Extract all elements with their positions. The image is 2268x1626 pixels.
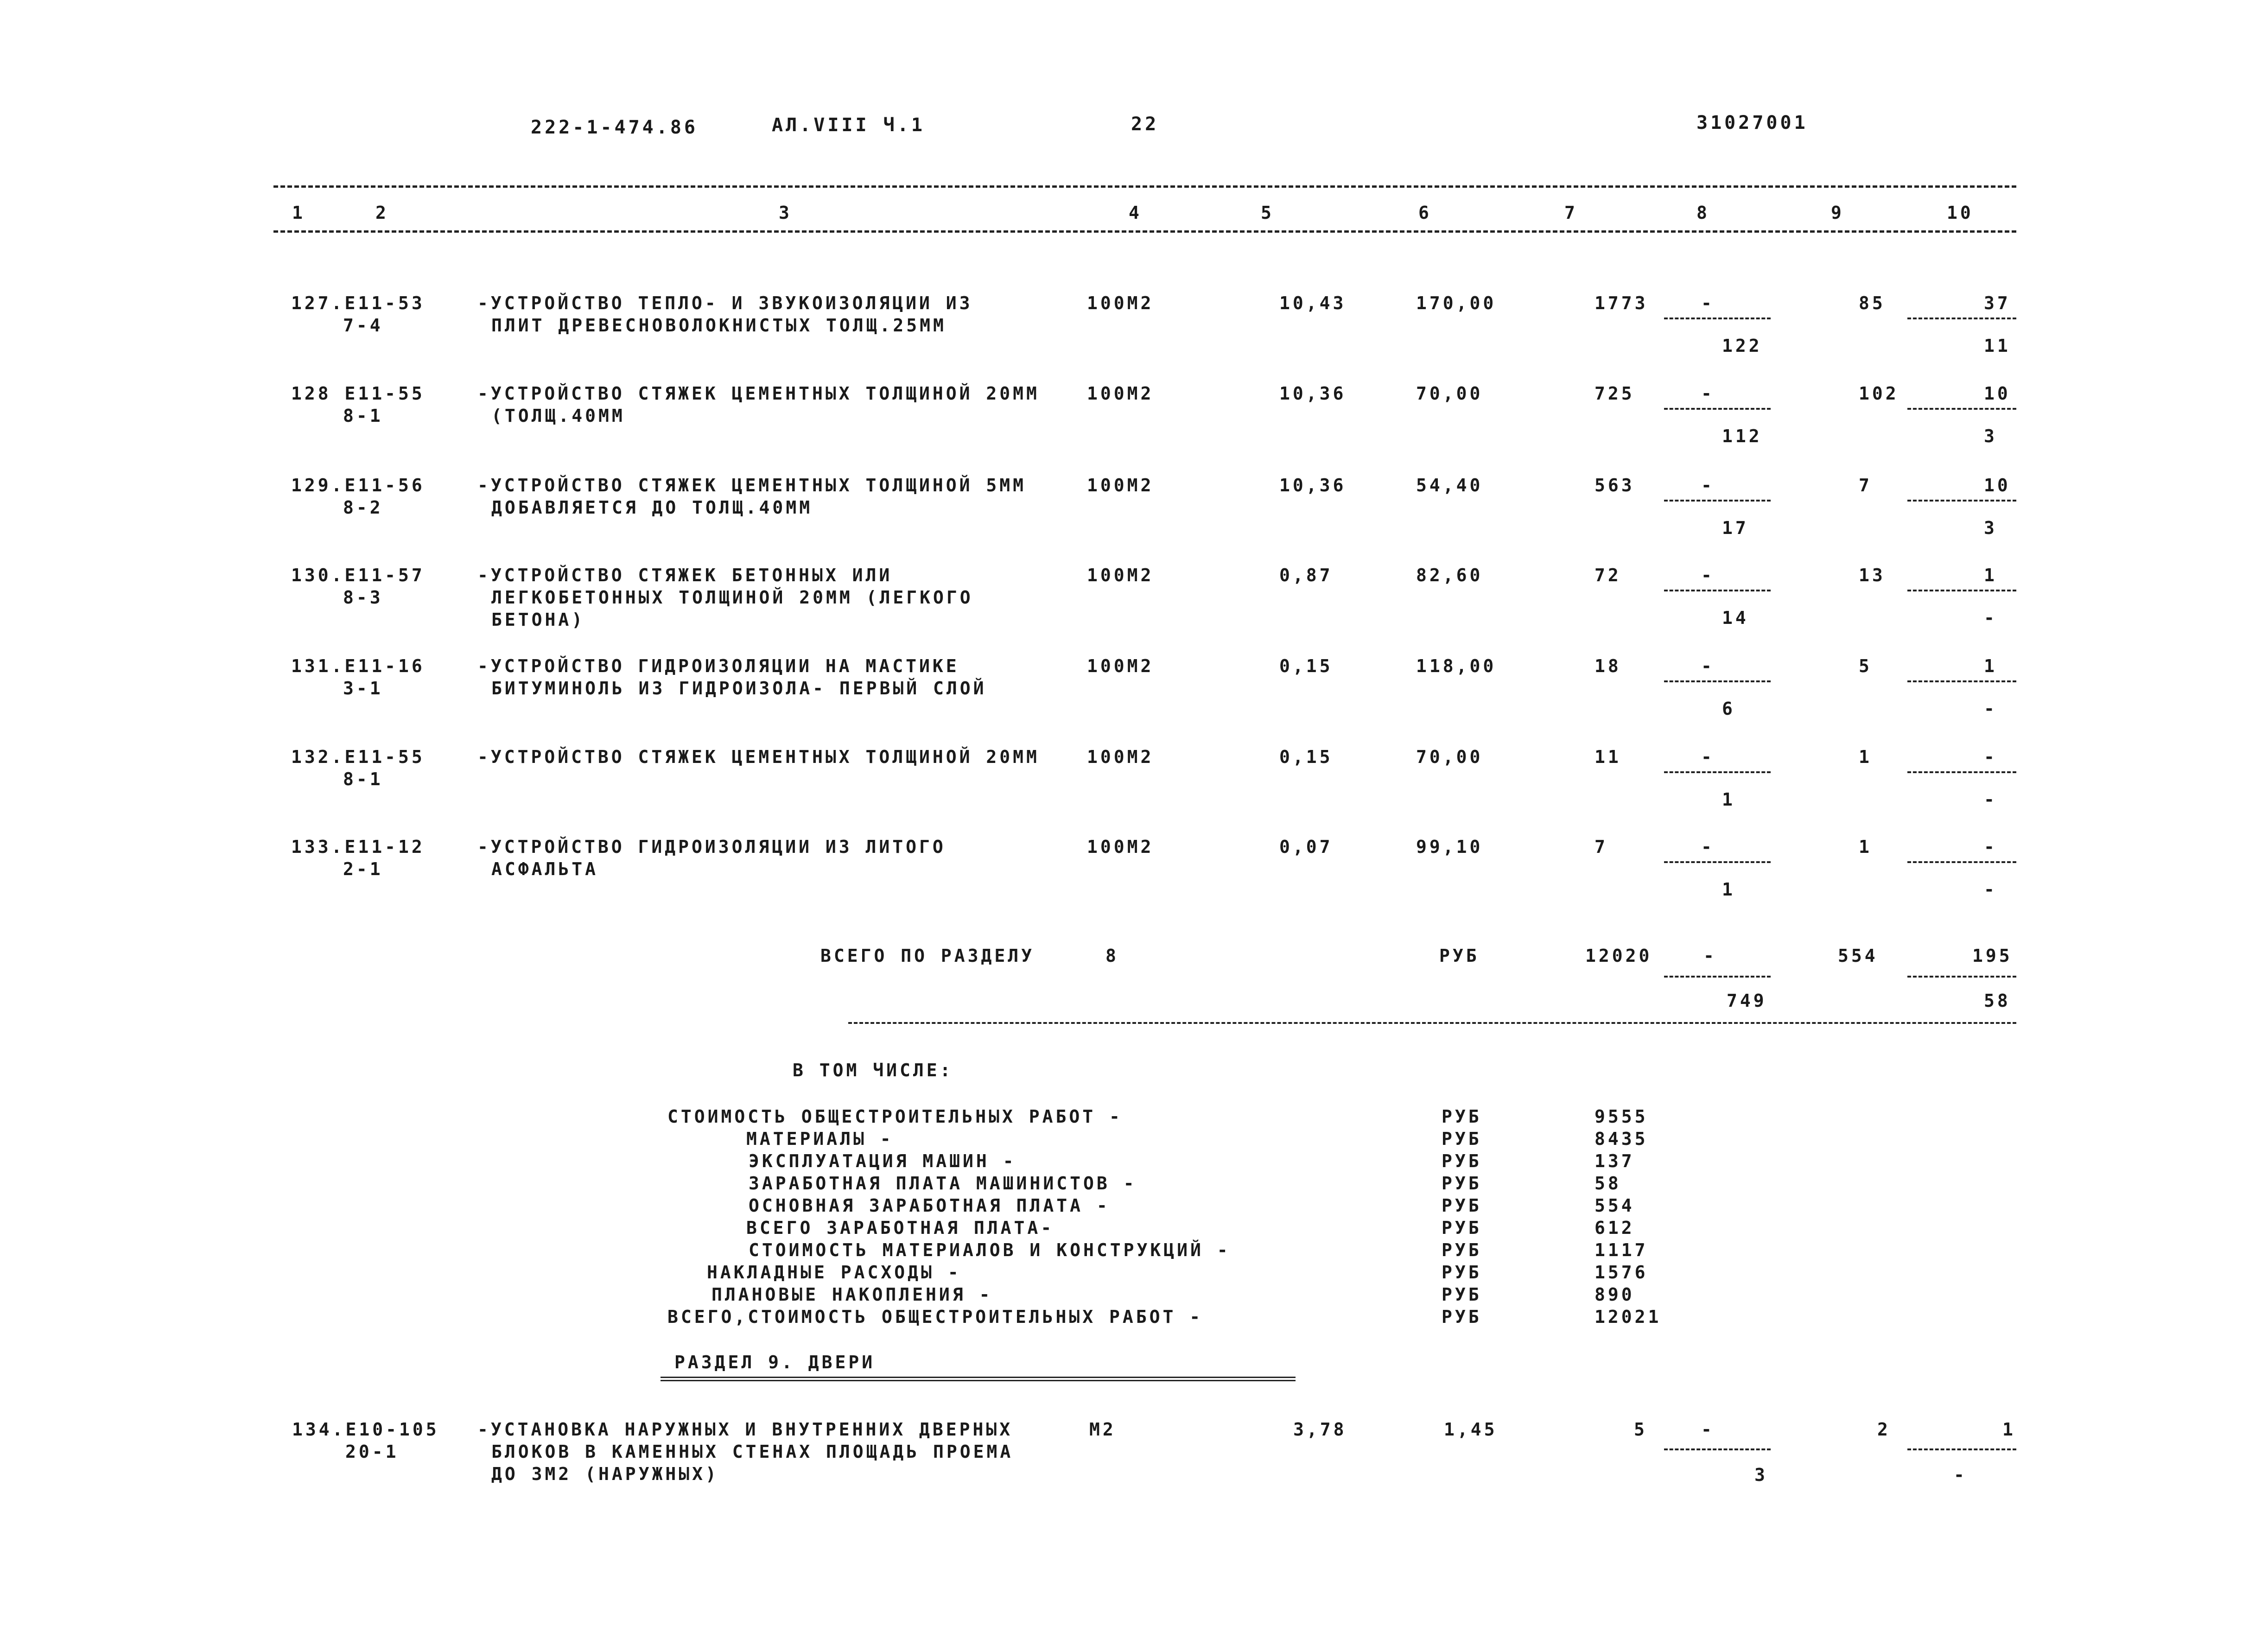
- row-total: 725: [1595, 383, 1635, 404]
- row-col10-sub: 3: [1984, 426, 1997, 446]
- row-col9: 5: [1859, 656, 1872, 676]
- row-quantity: 0,07: [1279, 837, 1333, 857]
- doc-code: 222-1-474.86: [531, 117, 698, 138]
- row-col8-sub: 1: [1722, 879, 1735, 900]
- including-value: 137: [1595, 1151, 1635, 1171]
- row-col8-sub: 122: [1722, 336, 1762, 356]
- including-value: 1576: [1595, 1262, 1648, 1283]
- row-col8-divider: [1664, 500, 1771, 502]
- row-col8: -: [1701, 837, 1715, 857]
- including-value: 8435: [1595, 1129, 1648, 1149]
- row-description-line: -УСТРОЙСТВО СТЯЖЕК ЦЕМЕНТНЫХ ТОЛЩИНОЙ 5ММ: [477, 475, 1026, 495]
- row-col8-divider: [1664, 680, 1771, 682]
- last-row-number: 134.Е10-105: [292, 1419, 439, 1440]
- last-row-desc-1: -УСТАНОВКА НАРУЖНЫХ И ВНУТРЕННИХ ДВЕРНЫХ: [477, 1419, 1013, 1440]
- last-row-unit: М2: [1089, 1419, 1116, 1440]
- row-number: 127.Е11-53: [291, 293, 425, 313]
- row-description-line: -УСТРОЙСТВО СТЯЖЕК ЦЕМЕНТНЫХ ТОЛЩИНОЙ 20ММ: [477, 383, 1040, 404]
- including-value: 9555: [1595, 1106, 1648, 1127]
- section-total-sum: 12020: [1585, 946, 1652, 966]
- including-label: ЭКСПЛУАТАЦИЯ МАШИН -: [749, 1151, 1016, 1171]
- row-col10-sub: 11: [1984, 336, 2011, 356]
- row-col10-divider: [1907, 771, 2016, 773]
- including-value: 1117: [1595, 1240, 1648, 1260]
- column-header: 2: [375, 203, 389, 223]
- row-col9: 1: [1859, 837, 1872, 857]
- row-col10-divider: [1907, 680, 2016, 682]
- including-label: ПЛАНОВЫЕ НАКОПЛЕНИЯ -: [712, 1284, 993, 1305]
- row-quantity: 0,87: [1279, 565, 1333, 585]
- last-row-c8-divider: [1664, 1448, 1771, 1450]
- row-quantity: 0,15: [1279, 747, 1333, 767]
- column-header: 6: [1418, 203, 1432, 223]
- row-col10-sub: 3: [1984, 518, 1997, 538]
- row-unit-price: 70,00: [1416, 383, 1483, 404]
- row-col9: 85: [1859, 293, 1886, 313]
- row-subcode: 8-3: [343, 587, 383, 608]
- row-col8: -: [1701, 747, 1715, 767]
- section-total-label: ВСЕГО ПО РАЗДЕЛУ: [820, 946, 1035, 966]
- row-description-line: -УСТРОЙСТВО ГИДРОИЗОЛЯЦИИ ИЗ ЛИТОГО: [477, 837, 946, 857]
- row-unit: 100М2: [1087, 383, 1154, 404]
- row-col10-divider: [1907, 500, 2016, 502]
- row-unit-price: 54,40: [1416, 475, 1483, 495]
- row-description-line: ДОБАВЛЯЕТСЯ ДО ТОЛЩ.40ММ: [491, 497, 813, 518]
- page-number: 22: [1131, 114, 1159, 135]
- row-col10-sub: -: [1984, 608, 1997, 628]
- section-total-c8-divider: [1664, 976, 1771, 978]
- row-col10: 10: [1984, 475, 2011, 495]
- row-col10: 1: [1984, 656, 1997, 676]
- row-number: 129.Е11-56: [291, 475, 425, 495]
- row-col9: 1: [1859, 747, 1872, 767]
- doc-number: 31027001: [1696, 112, 1808, 133]
- last-row-c10-divider: [1907, 1448, 2016, 1450]
- column-header: 9: [1831, 203, 1844, 223]
- row-col10: 10: [1984, 383, 2011, 404]
- row-subcode: 8-1: [343, 406, 383, 426]
- including-label: СТОИМОСТЬ ОБЩЕСТРОИТЕЛЬНЫХ РАБОТ -: [667, 1106, 1123, 1127]
- row-description-line: ПЛИТ ДРЕВЕСНОВОЛОКНИСТЫХ ТОЛЩ.25ММ: [491, 315, 947, 336]
- section-total-c8-sub: 749: [1727, 991, 1767, 1011]
- section-total-c10: 195: [1972, 946, 2013, 966]
- row-col10: 37: [1984, 293, 2011, 313]
- row-col9: 102: [1859, 383, 1899, 404]
- row-description-line: -УСТРОЙСТВО СТЯЖЕК БЕТОННЫХ ИЛИ: [477, 565, 893, 585]
- last-row-desc-2: БЛОКОВ В КАМЕННЫХ СТЕНАХ ПЛОЩАДЬ ПРОЕМА: [491, 1442, 1014, 1462]
- row-col10-divider: [1907, 861, 2016, 863]
- row-quantity: 10,43: [1279, 293, 1347, 313]
- row-unit-price: 170,00: [1416, 293, 1497, 313]
- row-col10-sub: -: [1984, 879, 1997, 900]
- including-unit: РУБ: [1442, 1195, 1482, 1216]
- row-subcode: 2-1: [343, 859, 383, 879]
- row-total: 7: [1595, 837, 1608, 857]
- row-col10-divider: [1907, 318, 2016, 319]
- section-total-c10-sub: 58: [1984, 991, 2011, 1011]
- row-total: 72: [1595, 565, 1621, 585]
- section-total-c9: 554: [1838, 946, 1878, 966]
- row-description-line: -УСТРОЙСТВО ГИДРОИЗОЛЯЦИИ НА МАСТИКЕ: [477, 656, 959, 676]
- last-row-c10-sub: -: [1954, 1465, 1967, 1485]
- including-label: МАТЕРИАЛЫ -: [746, 1129, 894, 1149]
- row-col8: -: [1701, 293, 1715, 313]
- row-col8-sub: 112: [1722, 426, 1762, 446]
- including-unit: РУБ: [1442, 1307, 1482, 1327]
- including-label: ВСЕГО ЗАРАБОТНАЯ ПЛАТА-: [746, 1218, 1055, 1238]
- row-col8-sub: 14: [1722, 608, 1749, 628]
- including-value: 612: [1595, 1218, 1635, 1238]
- row-col8: -: [1701, 475, 1715, 495]
- row-unit-price: 99,10: [1416, 837, 1483, 857]
- row-col10-sub: -: [1984, 699, 1997, 719]
- row-unit: 100М2: [1087, 293, 1154, 313]
- row-col10-sub: -: [1984, 789, 1997, 810]
- last-row-subcode: 20-1: [345, 1442, 399, 1462]
- row-number: 130.Е11-57: [291, 565, 425, 585]
- row-description-line: ЛЕГКОБЕТОННЫХ ТОЛЩИНОЙ 20ММ (ЛЕГКОГО: [491, 587, 973, 608]
- row-col8-divider: [1664, 771, 1771, 773]
- including-unit: РУБ: [1442, 1240, 1482, 1260]
- row-unit: 100М2: [1087, 747, 1154, 767]
- including-label: НАКЛАДНЫЕ РАСХОДЫ -: [707, 1262, 961, 1283]
- row-col9: 7: [1859, 475, 1872, 495]
- including-label: ВСЕГО,СТОИМОСТЬ ОБЩЕСТРОИТЕЛЬНЫХ РАБОТ -: [667, 1307, 1203, 1327]
- row-col8-divider: [1664, 318, 1771, 319]
- row-total: 563: [1595, 475, 1635, 495]
- row-col10-divider: [1907, 408, 2016, 410]
- row-description-line: (ТОЛЩ.40ММ: [491, 406, 625, 426]
- row-col8: -: [1701, 383, 1715, 404]
- section-total-rule: [848, 1022, 2016, 1024]
- last-row-total: 5: [1634, 1419, 1647, 1440]
- section-total-section: 8: [1105, 946, 1119, 966]
- including-label: СТОИМОСТЬ МАТЕРИАЛОВ И КОНСТРУКЦИЙ -: [749, 1240, 1231, 1260]
- column-header: 4: [1129, 203, 1142, 223]
- row-col10: -: [1984, 747, 1997, 767]
- row-number: 128 Е11-55: [291, 383, 425, 404]
- row-description-line: АСФАЛЬТА: [491, 859, 599, 879]
- row-description-line: БИТУМИНОЛЬ ИЗ ГИДРОИЗОЛА- ПЕРВЫЙ СЛОЙ: [491, 678, 987, 699]
- including-value: 554: [1595, 1195, 1635, 1216]
- including-title: В ТОМ ЧИСЛЕ:: [793, 1060, 953, 1080]
- column-header: 5: [1261, 203, 1274, 223]
- including-unit: РУБ: [1442, 1218, 1482, 1238]
- last-row-c9: 2: [1877, 1419, 1891, 1440]
- row-description-line: -УСТРОЙСТВО ТЕПЛО- И ЗВУКОИЗОЛЯЦИИ ИЗ: [477, 293, 973, 313]
- section-total-c10-divider: [1907, 976, 2016, 978]
- column-header: 3: [779, 203, 792, 223]
- including-value: 12021: [1595, 1307, 1662, 1327]
- including-unit: РУБ: [1442, 1173, 1482, 1194]
- section-total-c8: -: [1703, 946, 1717, 966]
- row-col10: 1: [1984, 565, 1997, 585]
- including-unit: РУБ: [1442, 1284, 1482, 1305]
- including-value: 58: [1595, 1173, 1621, 1194]
- row-number: 133.Е11-12: [291, 837, 425, 857]
- column-header: 7: [1564, 203, 1578, 223]
- row-col8-divider: [1664, 408, 1771, 410]
- row-subcode: 8-2: [343, 497, 383, 518]
- row-col9: 13: [1859, 565, 1886, 585]
- row-col8-divider: [1664, 861, 1771, 863]
- row-total: 1773: [1595, 293, 1648, 313]
- row-col8-sub: 6: [1722, 699, 1735, 719]
- row-quantity: 10,36: [1279, 475, 1347, 495]
- header-rule-top: [273, 185, 2016, 188]
- row-number: 131.Е11-16: [291, 656, 425, 676]
- row-unit-price: 118,00: [1416, 656, 1497, 676]
- column-header: 10: [1947, 203, 1974, 223]
- row-col8: -: [1701, 565, 1715, 585]
- row-subcode: 7-4: [343, 315, 383, 336]
- including-value: 890: [1595, 1284, 1635, 1305]
- row-subcode: 3-1: [343, 678, 383, 699]
- row-col10: -: [1984, 837, 1997, 857]
- last-row-qty: 3,78: [1293, 1419, 1347, 1440]
- header-rule-bottom: [273, 230, 2016, 233]
- row-description-line: -УСТРОЙСТВО СТЯЖЕК ЦЕМЕНТНЫХ ТОЛЩИНОЙ 20ММ: [477, 747, 1040, 767]
- including-label: ЗАРАБОТНАЯ ПЛАТА МАШИНИСТОВ -: [749, 1173, 1137, 1194]
- including-label: ОСНОВНАЯ ЗАРАБОТНАЯ ПЛАТА -: [749, 1195, 1110, 1216]
- including-unit: РУБ: [1442, 1262, 1482, 1283]
- row-col8-sub: 1: [1722, 789, 1735, 810]
- column-header: 1: [292, 203, 305, 223]
- row-unit: 100М2: [1087, 475, 1154, 495]
- row-unit-price: 82,60: [1416, 565, 1483, 585]
- next-section-rule: [661, 1377, 1296, 1381]
- row-unit: 100М2: [1087, 837, 1154, 857]
- row-col8: -: [1701, 656, 1715, 676]
- row-col8-sub: 17: [1722, 518, 1749, 538]
- last-row-c8: -: [1701, 1419, 1715, 1440]
- including-unit: РУБ: [1442, 1151, 1482, 1171]
- last-row-price: 1,45: [1444, 1419, 1498, 1440]
- row-number: 132.Е11-55: [291, 747, 425, 767]
- row-unit: 100М2: [1087, 656, 1154, 676]
- row-quantity: 10,36: [1279, 383, 1347, 404]
- column-header: 8: [1696, 203, 1710, 223]
- row-col8-divider: [1664, 590, 1771, 591]
- row-total: 11: [1595, 747, 1621, 767]
- last-row-c8-sub: 3: [1754, 1465, 1768, 1485]
- row-unit: 100М2: [1087, 565, 1154, 585]
- section-total-unit: РУБ: [1439, 946, 1480, 966]
- row-total: 18: [1595, 656, 1621, 676]
- album-label: АЛ.VIII Ч.1: [772, 114, 925, 136]
- row-col10-divider: [1907, 590, 2016, 591]
- next-section-title: РАЗДЕЛ 9. ДВЕРИ: [674, 1352, 876, 1372]
- row-description-line: БЕТОНА): [491, 610, 585, 630]
- row-unit-price: 70,00: [1416, 747, 1483, 767]
- last-row-c10: 1: [2002, 1419, 2016, 1440]
- row-quantity: 0,15: [1279, 656, 1333, 676]
- last-row-desc-3: ДО 3М2 (НАРУЖНЫХ): [491, 1464, 719, 1484]
- including-unit: РУБ: [1442, 1106, 1482, 1127]
- row-subcode: 8-1: [343, 769, 383, 789]
- including-unit: РУБ: [1442, 1129, 1482, 1149]
